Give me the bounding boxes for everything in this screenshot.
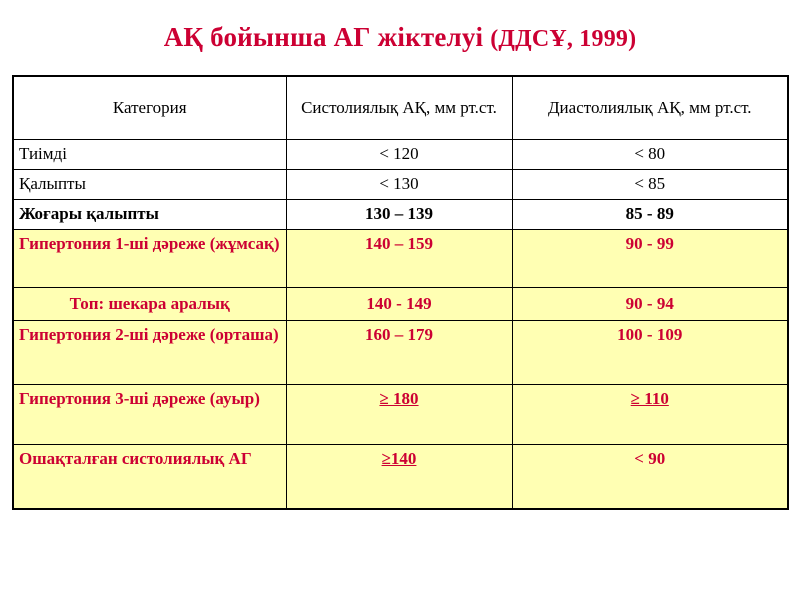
row-diastolic: < 80 [512,139,788,169]
row-systolic: < 120 [286,139,512,169]
table-row [13,199,788,229]
row-systolic: < 130 [286,169,512,199]
header-diastolic: Диастолиялық АҚ, мм рт.ст. [512,76,788,139]
row-category: Гипертония 3-ші дәреже (ауыр) [13,384,286,444]
row-category: Гипертония 1-ші дәреже (жұмсақ) [13,229,286,287]
table-row [13,139,788,169]
table-header-row [13,76,788,139]
table-row [13,384,788,444]
row-diastolic: 90 - 99 [512,229,788,287]
row-systolic: 130 – 139 [286,199,512,229]
table-row [13,320,788,384]
table-row [13,229,788,287]
title-main: АҚ бойынша АГ жіктелуі [163,22,491,52]
row-category: Топ: шекара аралық [13,287,286,320]
row-category: Ошақталған систолиялық АГ [13,444,286,509]
page-title [0,22,800,53]
row-diastolic: 85 - 89 [512,199,788,229]
row-systolic: 140 - 149 [286,287,512,320]
row-diastolic: 100 - 109 [512,320,788,384]
title-suffix: (ДДСҰ, 1999) [490,26,637,52]
row-category: Тиімді [13,139,286,169]
header-systolic: Систолиялық АҚ, мм рт.ст. [286,76,512,139]
row-diastolic: < 90 [512,444,788,509]
table-row [13,287,788,320]
row-systolic: 140 – 159 [286,229,512,287]
table-row [13,169,788,199]
row-diastolic: ≥ 110 [512,384,788,444]
table-row [13,444,788,509]
row-category: Гипертония 2-ші дәреже (орташа) [13,320,286,384]
row-systolic: 160 – 179 [286,320,512,384]
row-category: Қалыпты [13,169,286,199]
row-diastolic: < 85 [512,169,788,199]
row-diastolic: 90 - 94 [512,287,788,320]
row-category: Жоғары қалыпты [13,199,286,229]
blood-pressure-classification-table [12,75,789,510]
header-category: Категория [13,76,286,139]
row-systolic: ≥ 180 [286,384,512,444]
row-systolic: ≥140 [286,444,512,509]
